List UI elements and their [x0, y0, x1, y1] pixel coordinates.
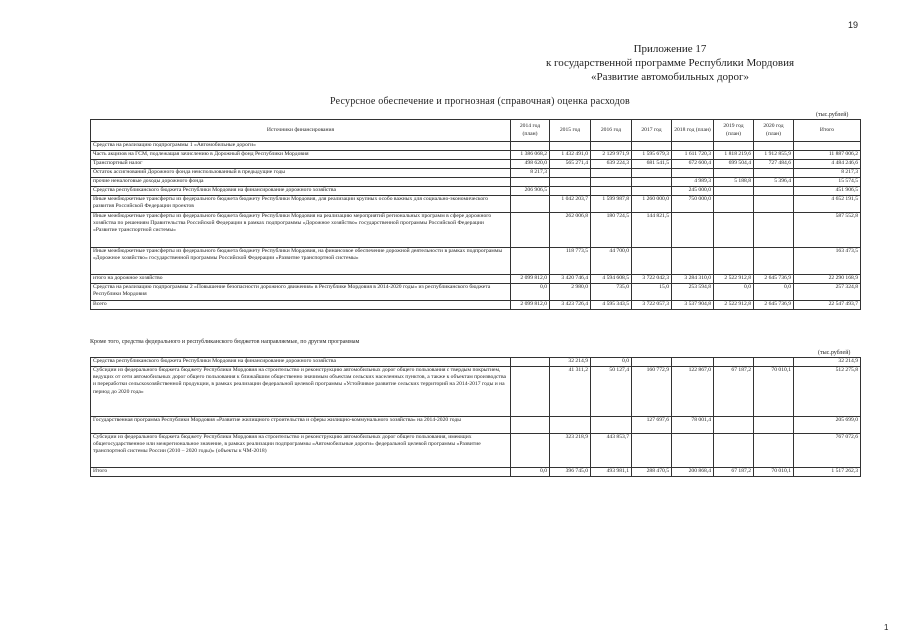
value-cell: 2 645 736,9 [754, 301, 794, 310]
value-cell: 681 541,5 [632, 160, 672, 169]
value-cell [714, 248, 754, 275]
table-row [91, 367, 861, 417]
value-cell: 2 645 736,9 [754, 275, 794, 284]
row-label-cell: Средства республиканского бюджета Республики Мордовия на финансирование дорожного хозяйства [91, 358, 511, 367]
value-cell [672, 248, 714, 275]
value-cell [632, 434, 672, 468]
value-cell: 50 127,4 [591, 367, 632, 417]
value-cell: 0,0 [591, 358, 632, 367]
page-number: 19 [848, 20, 859, 30]
table-row [91, 196, 861, 213]
value-cell [714, 187, 754, 196]
row-label-cell: Часть акцизов на ГСМ, подлежащая зачислению в Дорожный фонд Республики Мордовия [91, 151, 511, 160]
note-text: Кроме того, средства федерального и республиканского бюджетов направляемые, по другим программам [90, 339, 360, 345]
value-cell: 206 906,5 [511, 187, 550, 196]
value-cell [550, 142, 591, 151]
value-cell: 0,0 [754, 284, 794, 301]
value-cell: 4 595 343,5 [591, 301, 632, 310]
appendix-header [520, 42, 820, 84]
value-cell: 0,0 [511, 284, 550, 301]
value-cell: 1 599 987,8 [591, 196, 632, 213]
value-cell [714, 169, 754, 178]
row-label-cell: прочие неналоговые доходы дорожного фонда [91, 178, 511, 187]
table-row [91, 169, 861, 178]
value-cell: 1 818 219,6 [714, 151, 754, 160]
table-row [91, 248, 861, 275]
value-cell: 735,0 [591, 284, 632, 301]
value-cell: 1 386 068,2 [511, 151, 550, 160]
value-cell: 2 099 812,0 [511, 275, 550, 284]
value-cell: 118 773,5 [550, 248, 591, 275]
value-cell: 41 311,2 [550, 367, 591, 417]
value-cell: 15 574,5 [794, 178, 861, 187]
row-label-cell: Государственная программа Республики Мордовия «Развитие жилищного строительства и сферы жилищно-коммунального хозяйства» на 2014-2020 годы [91, 417, 511, 434]
value-cell: 78 001,4 [672, 417, 714, 434]
value-cell [550, 169, 591, 178]
row-label-cell: Иные межбюджетные трансферты из федерального бюджета бюджету Республики Мордовия, для реализации крупных особо важных для социально-экономического развития Российской Федерации проектов [91, 196, 511, 213]
value-cell: 4 989,3 [672, 178, 714, 187]
row-label-cell: Всего [91, 301, 511, 310]
value-cell: 262 006,8 [550, 213, 591, 248]
value-cell: 200 868,4 [672, 468, 714, 477]
table-row [91, 142, 861, 151]
value-cell [632, 142, 672, 151]
value-cell: 565 271,4 [550, 160, 591, 169]
header-cell: Источники финансирования [91, 120, 511, 142]
value-cell [754, 187, 794, 196]
value-cell: 32 214,9 [794, 358, 861, 367]
value-cell [511, 178, 550, 187]
value-cell [550, 187, 591, 196]
value-cell [672, 434, 714, 468]
value-cell: 1 042 203,7 [550, 196, 591, 213]
value-cell: 2 099 812,0 [511, 301, 550, 310]
table-row [91, 160, 861, 169]
value-cell: 144 821,5 [632, 213, 672, 248]
value-cell: 5 396,4 [754, 178, 794, 187]
value-cell [714, 434, 754, 468]
value-cell: 1 432 491,0 [550, 151, 591, 160]
value-cell [550, 417, 591, 434]
table-row [91, 301, 861, 310]
value-cell: 639 224,3 [591, 160, 632, 169]
value-cell: 67 187,2 [714, 468, 754, 477]
value-cell: 2 129 971,9 [591, 151, 632, 160]
value-cell: 0,0 [511, 468, 550, 477]
table-row [91, 275, 861, 284]
document-title: Ресурсное обеспечение и прогнозная (справочная) оценка расходов [330, 96, 630, 107]
table-row [91, 358, 861, 367]
value-cell: 70 010,1 [754, 367, 794, 417]
value-cell: 253 594,8 [672, 284, 714, 301]
value-cell: 122 867,0 [672, 367, 714, 417]
value-cell: 767 072,6 [794, 434, 861, 468]
value-cell: 750 000,0 [672, 196, 714, 213]
value-cell: 70 010,1 [754, 468, 794, 477]
table-row [91, 151, 861, 160]
value-cell [714, 142, 754, 151]
value-cell: 5 188,8 [714, 178, 754, 187]
table-header-row [91, 120, 861, 142]
value-cell [632, 358, 672, 367]
value-cell [550, 178, 591, 187]
appendix-line-3: «Развитие автомобильных дорог» [590, 71, 750, 83]
value-cell [714, 196, 754, 213]
value-cell: 396 745,0 [550, 468, 591, 477]
value-cell [511, 417, 550, 434]
value-cell: 67 187,2 [714, 367, 754, 417]
header-cell: 2020 год (план) [754, 120, 794, 142]
value-cell [754, 434, 794, 468]
value-cell [754, 142, 794, 151]
header-cell: 2016 год [591, 120, 632, 142]
header-cell: 2014 год (план) [511, 120, 550, 142]
value-cell: 2 522 912,8 [714, 275, 754, 284]
value-cell [591, 187, 632, 196]
appendix-line-2: к государственной программе Республики Мордовия [545, 57, 795, 69]
value-cell: 3 722 057,3 [632, 301, 672, 310]
value-cell: 22 290 168,9 [794, 275, 861, 284]
table-row [91, 178, 861, 187]
appendix-line-1: Приложение 17 [633, 43, 707, 55]
footer-page-number: 1 [884, 623, 889, 632]
units-label-2: (тыс.рублей) [818, 350, 851, 356]
value-cell: 587 552,8 [794, 213, 861, 248]
row-label-cell: Субсидии из федерального бюджета бюджету Республики Мордовия на строительство и реконструкцию автомобильных дорог общего пользования с твердым покрытием, ведущих от сети автомобильных дорог общего пользования к ближайшим общественно значимым объектам сельских населенных пунктов, а также к объектам производства и переработки сельскохозяйственной продукции, в рамках реализации федеральной целевой программы «Устойчивое развитие сельских территорий на 2014-2017 годы и на период до 2020 года» [91, 367, 511, 417]
value-cell [511, 434, 550, 468]
value-cell [591, 169, 632, 178]
value-cell [672, 142, 714, 151]
value-cell: 22 547 493,7 [794, 301, 861, 310]
header-cell: Итого [794, 120, 861, 142]
header-cell: 2015 год [550, 120, 591, 142]
value-cell: 1 595 679,3 [632, 151, 672, 160]
value-cell: 180 724,5 [591, 213, 632, 248]
value-cell: 15,0 [632, 284, 672, 301]
row-label-cell: Иные межбюджетные трансферты из федерального бюджета бюджету Республики Мордовия на реализацию мероприятий региональных программ в сфере дорожного хозяйства по решениям Правительства Российской Федерации в рамках подпрограммы «Дорожное хозяйство» государственной программы Российской Федерации «Развитие транспортной системы» [91, 213, 511, 248]
value-cell: 3 423 726,4 [550, 301, 591, 310]
value-cell: 8 217,3 [794, 169, 861, 178]
value-cell: 2 980,0 [550, 284, 591, 301]
value-cell: 727 484,6 [754, 160, 794, 169]
value-cell [632, 169, 672, 178]
value-cell [511, 142, 550, 151]
value-cell [754, 248, 794, 275]
value-cell [754, 169, 794, 178]
units-label-1: (тыс.рублей) [816, 112, 849, 118]
value-cell [591, 417, 632, 434]
other-programs-table [90, 357, 861, 477]
value-cell [714, 417, 754, 434]
value-cell: 3 420 746,4 [550, 275, 591, 284]
value-cell [632, 178, 672, 187]
value-cell: 1 611 720,3 [672, 151, 714, 160]
value-cell: 3 722 042,3 [632, 275, 672, 284]
value-cell: 44 700,0 [591, 248, 632, 275]
value-cell [591, 178, 632, 187]
table-row [91, 417, 861, 434]
value-cell [591, 142, 632, 151]
value-cell: 3 284 310,0 [672, 275, 714, 284]
row-label-cell: Остаток ассигнований Дорожного фонда неиспользованный в предыдущие годы [91, 169, 511, 178]
value-cell [672, 213, 714, 248]
value-cell: 163 473,5 [794, 248, 861, 275]
value-cell: 3 537 904,8 [672, 301, 714, 310]
header-cell: 2017 год [632, 120, 672, 142]
value-cell: 512 275,8 [794, 367, 861, 417]
value-cell: 699 504,4 [714, 160, 754, 169]
value-cell: 288 470,5 [632, 468, 672, 477]
value-cell [632, 248, 672, 275]
value-cell [714, 358, 754, 367]
value-cell [632, 187, 672, 196]
value-cell [794, 142, 861, 151]
value-cell [511, 213, 550, 248]
row-label-cell: Иные межбюджетные трансферты из федерального бюджета бюджету Республики Мордовия, на финансовое обеспечение дорожной деятельности в рамках подпрограммы «Дорожное хозяйство» государственной программы Российской Федерации «Развитие транспортной системы» [91, 248, 511, 275]
value-cell: 451 906,5 [794, 187, 861, 196]
value-cell: 443 853,7 [591, 434, 632, 468]
value-cell [511, 248, 550, 275]
value-cell: 257 324,8 [794, 284, 861, 301]
value-cell: 32 214,9 [550, 358, 591, 367]
table-row [91, 434, 861, 468]
row-label-cell: Средства на реализацию подпрограммы 2 «Повышение безопасности дорожного движения» в Республике Мордовия в 2014-2020 годы» из республиканского бюджета Республики Мордовия [91, 284, 511, 301]
value-cell: 0,0 [714, 284, 754, 301]
value-cell [754, 213, 794, 248]
value-cell: 493 981,1 [591, 468, 632, 477]
value-cell: 1 912 855,9 [754, 151, 794, 160]
table-row [91, 468, 861, 477]
table-row [91, 213, 861, 248]
resource-table [90, 119, 861, 310]
value-cell: 4 484 246,6 [794, 160, 861, 169]
table-row [91, 187, 861, 196]
value-cell: 498 620,0 [511, 160, 550, 169]
row-label-cell: Средства на реализацию подпрограммы 1 «Автомобильные дороги» [91, 142, 511, 151]
value-cell [511, 196, 550, 213]
value-cell: 4 652 191,5 [794, 196, 861, 213]
value-cell: 4 594 608,5 [591, 275, 632, 284]
value-cell: 8 217,3 [511, 169, 550, 178]
value-cell [714, 213, 754, 248]
value-cell [511, 367, 550, 417]
value-cell [754, 417, 794, 434]
value-cell [672, 169, 714, 178]
value-cell [672, 358, 714, 367]
row-label-cell: Транспортный налог [91, 160, 511, 169]
header-cell: 2018 год (план) [672, 120, 714, 142]
value-cell: 323 218,9 [550, 434, 591, 468]
row-label-cell: итого на дорожное хозяйство [91, 275, 511, 284]
value-cell: 160 772,9 [632, 367, 672, 417]
row-label-cell: Субсидии из федерального бюджета бюджету Республики Мордовия на строительство и реконструкцию автомобильных дорог общего пользования, имеющих общегосударственное или межрегиональное значение, в рамках реализации подпрограммы «Автомобильные дороги» федеральной целевой программы «Развитие транспортной системы России (2010 – 2020 годы)» (объекты к ЧМ-2018) [91, 434, 511, 468]
header-cell: 2019 год (план) [714, 120, 754, 142]
row-label-cell: Итого [91, 468, 511, 477]
value-cell: 127 697,6 [632, 417, 672, 434]
value-cell [511, 358, 550, 367]
value-cell: 1 517 262,3 [794, 468, 861, 477]
value-cell [754, 358, 794, 367]
value-cell: 2 522 912,8 [714, 301, 754, 310]
value-cell: 672 600,4 [672, 160, 714, 169]
table-row [91, 284, 861, 301]
value-cell: 205 699,0 [794, 417, 861, 434]
value-cell [754, 196, 794, 213]
value-cell: 245 000,0 [672, 187, 714, 196]
value-cell: 1 260 000,0 [632, 196, 672, 213]
row-label-cell: Средства республиканского бюджета Республики Мордовия на финансирование дорожного хозяйства [91, 187, 511, 196]
value-cell: 11 887 006,2 [794, 151, 861, 160]
